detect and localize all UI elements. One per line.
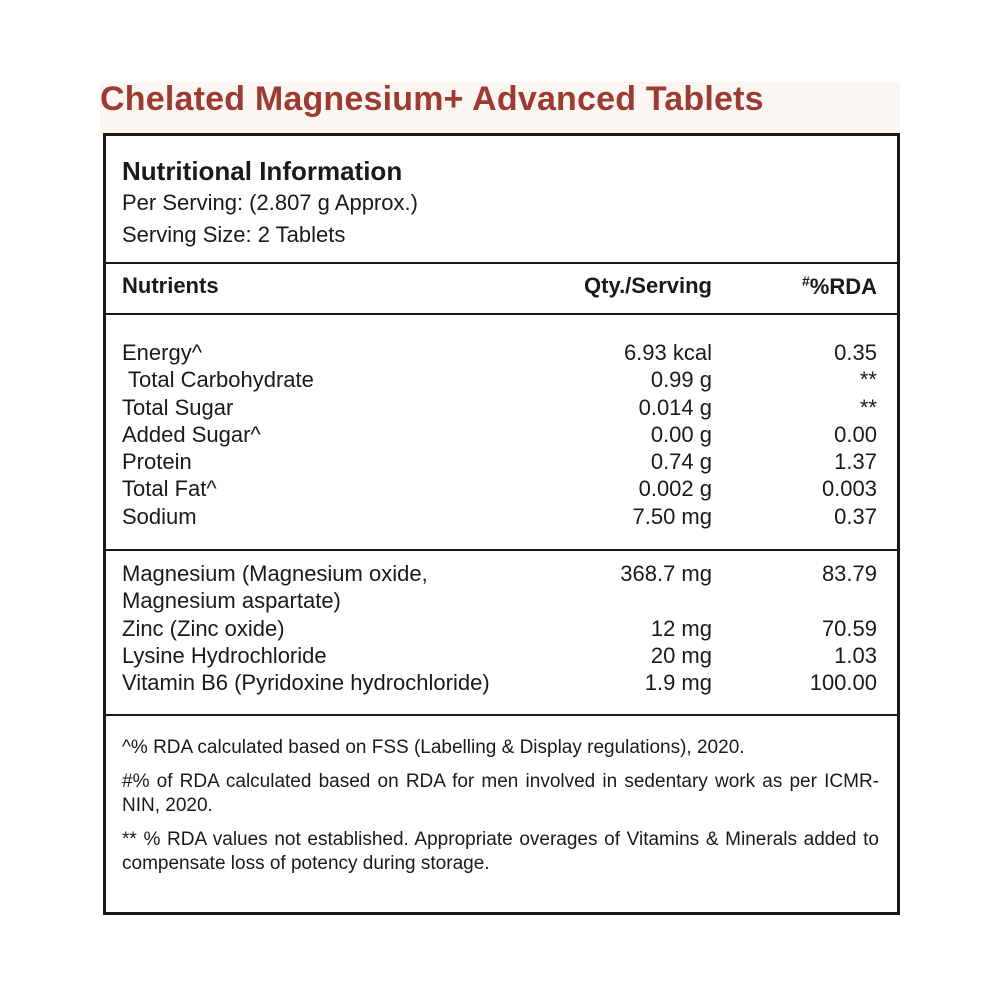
mineral-row: [122, 560, 877, 587]
rda-hash: #: [801, 273, 810, 289]
nutrient-rda: 0.00: [834, 421, 877, 447]
nutrient-row: [122, 475, 877, 502]
nutrient-qty: 0.74 g: [650, 449, 712, 475]
panel-heading: Nutritional Information: [122, 156, 403, 186]
mineral-name: Zinc (Zinc oxide): [122, 615, 285, 641]
minerals-list: [122, 560, 877, 696]
nutrient-name: Energy^: [122, 340, 203, 365]
nutrient-qty: 0.002 g: [638, 476, 712, 502]
mineral-name: Vitamin B6 (Pyridoxine hydrochloride): [122, 670, 490, 696]
mineral-row: [122, 642, 877, 669]
mineral-row: [122, 615, 877, 642]
mineral-rda: 1.03: [834, 642, 877, 668]
per-serving: Per Serving: (2.807 g Approx.): [122, 190, 418, 215]
divider: [106, 549, 897, 551]
nutrition-panel: [103, 133, 900, 915]
nutrient-row: [122, 339, 877, 366]
mineral-qty: 368.7 mg: [620, 561, 712, 586]
mineral-row-continued: [122, 587, 877, 614]
nutrient-row: [122, 366, 877, 393]
nutrient-row: [122, 394, 877, 421]
nutrient-name: Total Carbohydrate: [128, 367, 314, 393]
nutrient-qty: 0.014 g: [638, 394, 712, 420]
column-nutrients: Nutrients: [122, 273, 219, 298]
mineral-name: Magnesium (Magnesium oxide,: [122, 561, 428, 586]
serving-size: Serving Size: 2 Tablets: [122, 222, 346, 247]
divider: [106, 714, 897, 716]
divider: [106, 262, 897, 264]
nutrient-rda: **: [859, 394, 877, 420]
nutrient-qty: 0.00 g: [650, 421, 712, 447]
mineral-row: [122, 669, 877, 696]
nutrient-qty: 6.93 kcal: [623, 340, 712, 365]
mineral-name: Magnesium aspartate): [122, 588, 341, 614]
nutrient-rda: 1.37: [834, 449, 877, 475]
nutrients-list: [122, 339, 877, 530]
nutrient-qty: 0.99 g: [650, 367, 712, 393]
nutrient-name: Total Fat^: [122, 476, 217, 502]
nutrient-rda: 0.35: [834, 340, 877, 365]
mineral-rda: 100.00: [809, 670, 877, 696]
mineral-qty: 1.9 mg: [644, 670, 712, 696]
nutrient-name: Added Sugar^: [122, 421, 261, 447]
nutrient-row: [122, 421, 877, 448]
nutrient-name: Total Sugar: [122, 394, 234, 420]
mineral-rda: 70.59: [821, 615, 877, 641]
footnotes: [122, 736, 879, 886]
footnote: #% of RDA calculated based on RDA for men involved in sedentary work as per ICMR-NIN, 2020.: [122, 771, 879, 816]
nutrient-name: Sodium: [122, 503, 197, 529]
footnote: ** % RDA values not established. Appropriate overages of Vitamins & Minerals added to compensate loss of potency during storage.: [122, 829, 879, 874]
column-qty: Qty./Serving: [584, 273, 712, 298]
rda-label: %RDA: [809, 274, 877, 299]
mineral-qty: 12 mg: [650, 615, 712, 641]
product-title: Chelated Magnesium+ Advanced Tablets: [100, 80, 764, 118]
nutrient-row: [122, 503, 877, 530]
nutrient-row: [122, 448, 877, 475]
mineral-name: Lysine Hydrochloride: [122, 642, 327, 668]
nutrient-name: Protein: [122, 449, 192, 475]
nutrient-rda: 0.003: [821, 476, 877, 502]
nutrient-rda: **: [859, 367, 877, 393]
nutrient-qty: 7.50 mg: [632, 503, 712, 529]
footnote: ^% RDA calculated based on FSS (Labelling & Display regulations), 2020.: [122, 737, 745, 758]
divider: [106, 313, 897, 315]
column-rda: [802, 273, 877, 300]
mineral-qty: 20 mg: [650, 642, 712, 668]
nutrient-rda: 0.37: [834, 503, 877, 529]
mineral-rda: 83.79: [821, 561, 877, 586]
